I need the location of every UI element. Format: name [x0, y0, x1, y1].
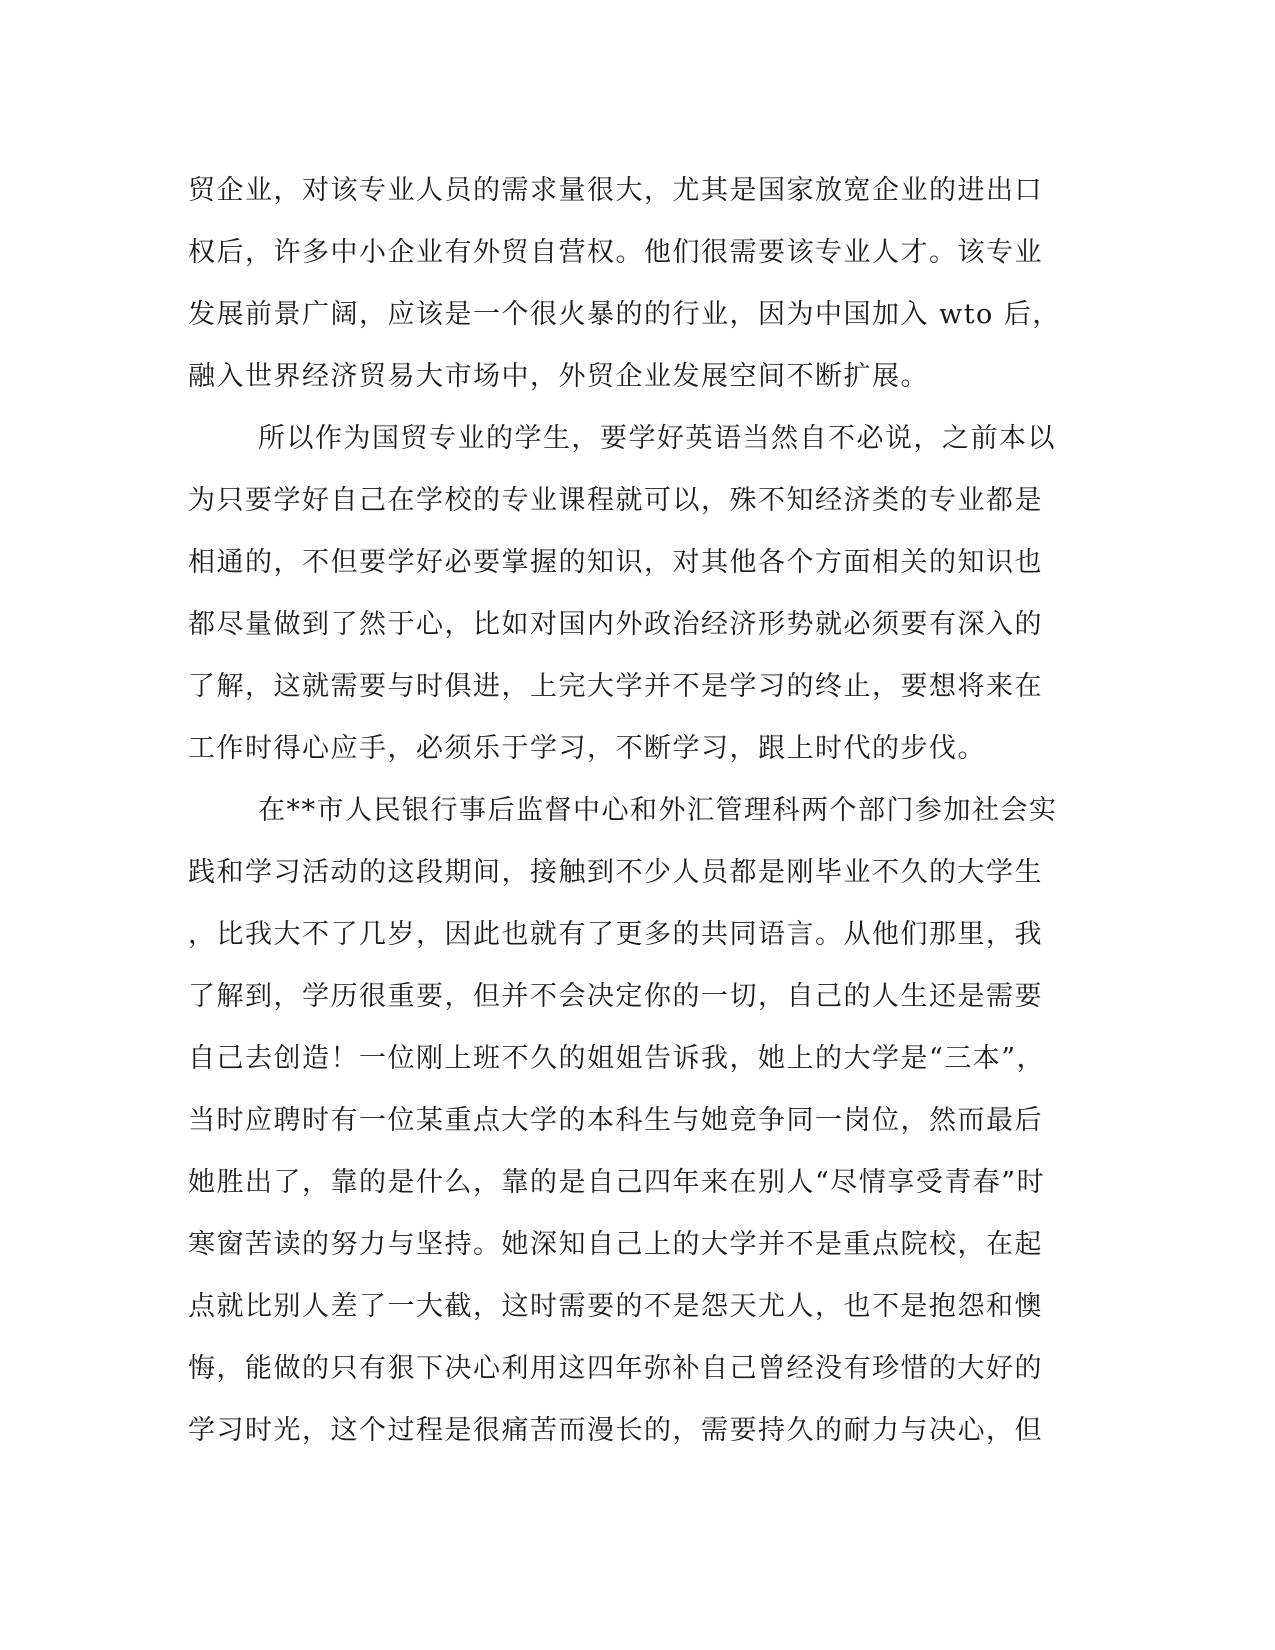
- paragraph-2: [188, 408, 1088, 780]
- text-line: 悔，能做的只有狠下决心利用这四年弥补自己曾经没有珍惜的大好的: [188, 1353, 1043, 1384]
- text-line: 了解到，学历很重要，但并不会决定你的一切，自己的人生还是需要: [188, 981, 1043, 1012]
- paragraph-3: [188, 780, 1088, 1462]
- text-line-first: 在**市人民银行事后监督中心和外汇管理科两个部门参加社会实: [258, 795, 1058, 826]
- text-line: 融入世界经济贸易大市场中，外贸企业发展空间不断扩展。: [188, 361, 929, 392]
- text-line: ，比我大不了几岁，因此也就有了更多的共同语言。从他们那里，我: [188, 919, 1043, 950]
- text-line: 为只要学好自己在学校的专业课程就可以，殊不知经济类的专业都是: [188, 485, 1043, 516]
- text-line: 工作时得心应手，必须乐于学习，不断学习，跟上时代的步伐。: [188, 733, 986, 764]
- text-line: 当时应聘时有一位某重点大学的本科生与她竞争同一岗位，然而最后: [188, 1105, 1043, 1136]
- text-line-first: 所以作为国贸专业的学生，要学好英语当然自不必说，之前本以: [258, 423, 1056, 454]
- text-line: 都尽量做到了然于心，比如对国内外政治经济形势就必须要有深入的: [188, 609, 1043, 640]
- text-line: 点就比别人差了一大截，这时需要的不是怨天尤人，也不是抱怨和懊: [188, 1291, 1043, 1322]
- text-line: 她胜出了，靠的是什么，靠的是自己四年来在别人“尽情享受青春”时: [188, 1167, 1046, 1198]
- text-line: 权后，许多中小企业有外贸自营权。他们很需要该专业人才。该专业: [188, 237, 1043, 268]
- text-line: 了解，这就需要与时俱进，上完大学并不是学习的终止，要想将来在: [188, 671, 1043, 702]
- text-line: 贸企业，对该专业人员的需求量很大，尤其是国家放宽企业的进出口: [188, 175, 1043, 206]
- document-body: [188, 160, 1088, 1462]
- text-line: 相通的，不但要学好必要掌握的知识，对其他各个方面相关的知识也: [188, 547, 1043, 578]
- text-line: 发展前景广阔，应该是一个很火暴的的行业，因为中国加入 wto 后，: [188, 299, 1061, 330]
- text-line: 学习时光，这个过程是很痛苦而漫长的，需要持久的耐力与决心，但: [188, 1415, 1043, 1446]
- paragraph-1: [188, 160, 1088, 408]
- text-line: 践和学习活动的这段期间，接触到不少人员都是刚毕业不久的大学生: [188, 857, 1043, 888]
- text-line: 寒窗苦读的努力与坚持。她深知自己上的大学并不是重点院校，在起: [188, 1229, 1043, 1260]
- text-line: 自己去创造！一位刚上班不久的姐姐告诉我，她上的大学是“三本”，: [188, 1043, 1046, 1074]
